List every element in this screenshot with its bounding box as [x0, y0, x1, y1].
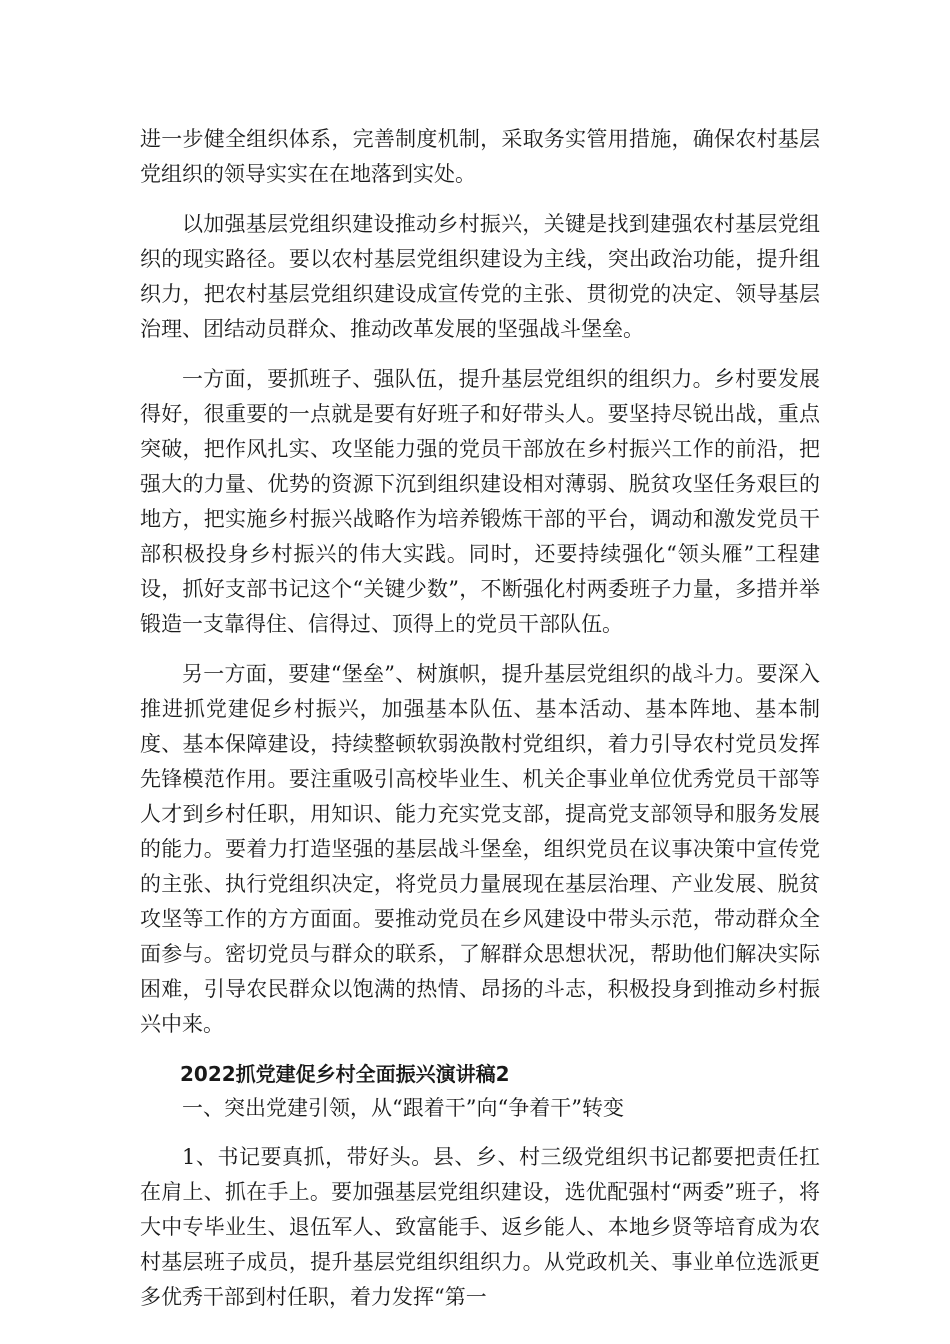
document-body	[140, 122, 820, 1330]
paragraph-continuation: 进一步健全组织体系，完善制度机制，采取务实管用措施，确保农村基层党组织的领导实实在在地落到实处。	[140, 127, 820, 186]
paragraph-fighting-strength: 另一方面，要建“堡垒”、树旗帜，提升基层党组织的战斗力。要深入推进抓党建促乡村振兴，加强基本队伍、基本活动、基本阵地、基本制度、基本保障建设，持续整顿软弱涣散村党组织，着力引导农村党员发挥先锋模范作用。要注重吸引高校毕业生、机关企事业单位优秀党员干部等人才到乡村任职，用知识、能力充实党支部，提高党支部领导和服务发展的能力。要着力打造坚强的基层战斗堡垒，组织党员在议事决策中宣传党的主张、执行党组织决定，将党员力量展现在基层治理、产业发展、脱贫攻坚等工作的方方面面。要推动党员在乡风建设中带头示范，带动群众全面参与。密切党员与群众的联系，了解群众思想状况，帮助他们解决实际困难，引导农民群众以饱满的热情、昂扬的斗志，积极投身到推动乡村振兴中来。	[140, 662, 820, 1036]
section-subheading: 一、突出党建引领，从“跟着干”向“争着干”转变	[182, 1096, 624, 1120]
paragraph-organization-strength: 一方面，要抓班子、强队伍，提升基层党组织的组织力。乡村要发展得好，很重要的一点就是要有好班子和好带头人。要坚持尽锐出战，重点突破，把作风扎实、攻坚能力强的党员干部放在乡村振兴工作的前沿，把强大的力量、优势的资源下沉到组织建设相对薄弱、脱贫攻坚任务艰巨的地方，把实施乡村振兴战略作为培养锻炼干部的平台，调动和激发党员干部积极投身乡村振兴的伟大实践。同时，还要持续强化“领头雁”工程建设，抓好支部书记这个“关键少数”，不断强化村两委班子力量，多措并举锻造一支靠得住、信得过、顶得上的党员干部队伍。	[140, 367, 820, 636]
paragraph-party-organization-path: 以加强基层党组织建设推动乡村振兴，关键是找到建强农村基层党组织的现实路径。要以农村基层党组织建设为主线，突出政治功能，提升组织力，把农村基层党组织建设成宣传党的主张、贯彻党的决定、领导基层治理、团结动员群众、推动改革发展的坚强战斗堡垒。	[140, 212, 820, 341]
paragraph-secretary: 1、书记要真抓，带好头。县、乡、村三级党组织书记都要把责任扛在肩上、抓在手上。要加强基层党组织建设，选优配强村“两委”班子，将大中专毕业生、退伍军人、致富能手、返乡能人、本地乡贤等培育成为农村基层班子成员，提升基层党组织组织力。从党政机关、事业单位选派更多优秀干部到村任职，着力发挥“第一	[140, 1145, 820, 1309]
section-heading: 2022抓党建促乡村全面振兴演讲稿2	[180, 1062, 510, 1086]
